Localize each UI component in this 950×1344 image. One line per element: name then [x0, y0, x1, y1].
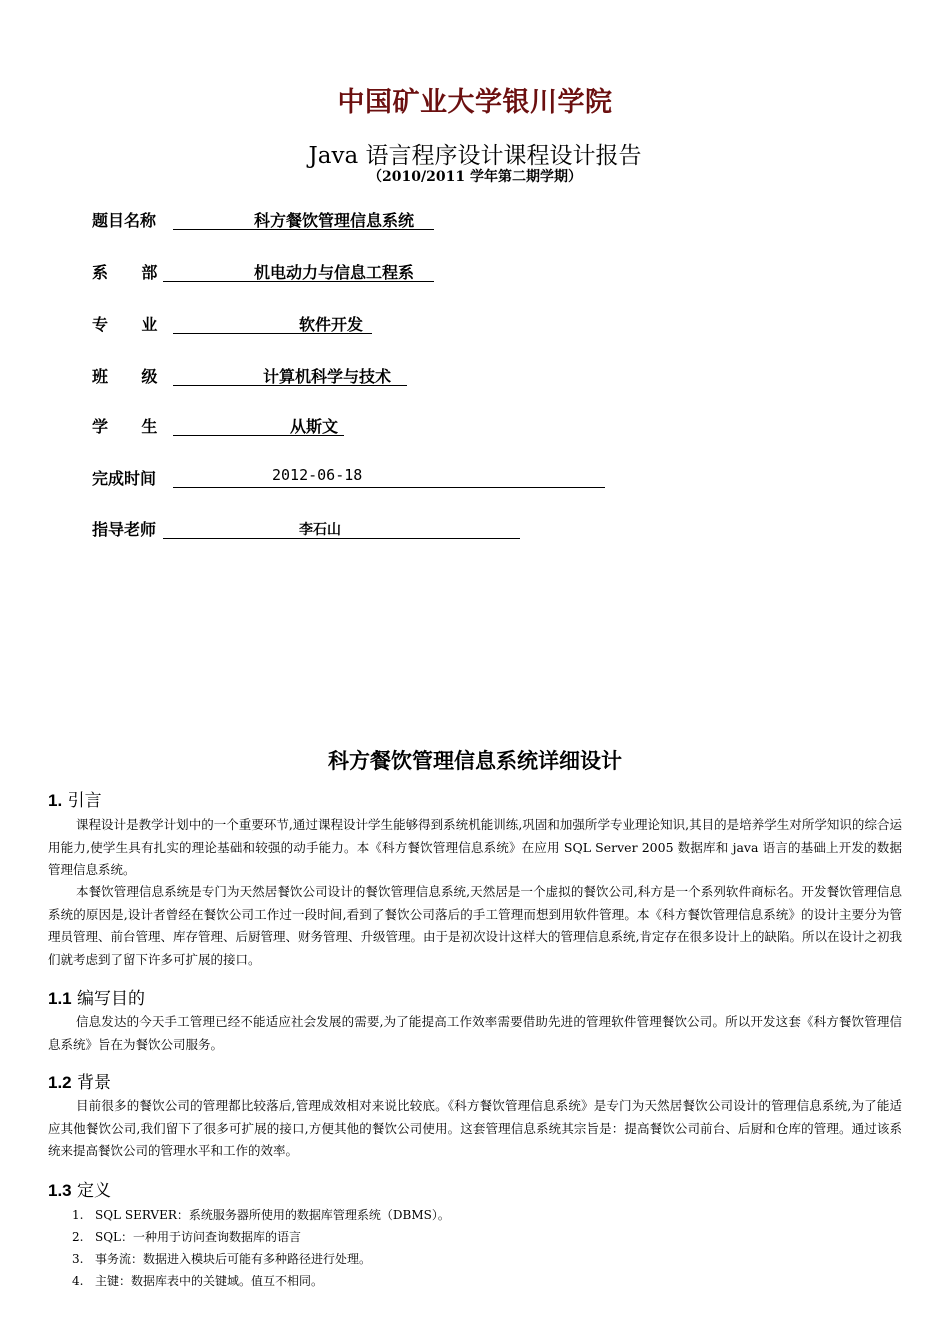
field-value: 软件开发 [299, 315, 364, 334]
field-label: 题目名称 [92, 211, 157, 230]
list-item-number: 4. [72, 1274, 84, 1288]
section-heading [48, 1068, 111, 1093]
field-value-line [173, 312, 372, 334]
field-value: 机电动力与信息工程系 [254, 263, 415, 282]
paragraph: 本餐饮管理信息系统是专门为天然居餐饮公司设计的餐饮管理信息系统,天然居是一个虚拟的餐饮公司,科方是一个系列软件商标名。开发餐饮管理信息系统的原因是,设计者曾经在餐饮公司工作过一段时间,看到了餐饮公司落后的手工管理而想到用软件管理。本《科方餐饮管理信息系统》的设计主要分为管理员管理、前台管理、库存管理、后厨管理、财务管理、升级管理。由于是初次设计这样大的管理信息系统,肯定存在很多设计上的缺陷。所以在设计之初我们就考虑到了留下许多可扩展的接口。 [48, 884, 902, 967]
section-number: 1.1 [48, 989, 72, 1008]
field-value-line [173, 364, 407, 386]
list-item [72, 1273, 323, 1289]
section-number: 1.2 [48, 1073, 72, 1092]
section-title: 背景 [77, 1073, 112, 1093]
section-number: 1. [48, 791, 63, 810]
section-heading [48, 1176, 111, 1201]
field-value-line [163, 260, 434, 282]
university-name: 中国矿业大学银川学院 [337, 87, 613, 118]
list-item-text: SQL：一种用于访问查询数据库的语言 [95, 1230, 302, 1244]
section-title: 定义 [77, 1181, 112, 1201]
list-item-number: 1. [72, 1208, 84, 1222]
field-value: 从斯文 [290, 417, 339, 436]
list-item [72, 1251, 371, 1267]
field-label: 完成时间 [92, 469, 157, 488]
design-title: 科方餐饮管理信息系统详细设计 [328, 748, 622, 773]
section-title: 引言 [67, 791, 102, 811]
paragraph: 目前很多的餐饮公司的管理都比较落后,管理成效相对来说比较底。《科方餐饮管理信息系统》是专门为天然居餐饮公司设计的管理信息系统,为了能适应其他餐饮公司,我们留下了很多可扩展的接口,方便其他的餐饮公司使用。这套管理信息系统其宗旨是：提高餐饮公司前台、后厨和仓库的管理。通过该系统来提高餐饮公司的管理水平和工作的效率。 [48, 1098, 902, 1158]
field-value: 科方餐饮管理信息系统 [254, 211, 415, 230]
academic-term: （2010/2011 学年第二期学期） [368, 169, 582, 185]
field-value-line [173, 414, 344, 436]
field-label: 班 级 [92, 367, 158, 386]
report-title: Java 语言程序设计课程设计报告 [308, 143, 642, 169]
list-item-text: 主键：数据库表中的关键域。值互不相同。 [95, 1274, 324, 1288]
field-value-line [163, 517, 520, 539]
field-label: 学 生 [92, 417, 158, 436]
field-value: 计算机科学与技术 [263, 367, 392, 386]
list-item-number: 2. [72, 1230, 84, 1244]
field-label: 系 部 [92, 263, 158, 282]
section-heading [48, 984, 145, 1009]
list-item [72, 1207, 450, 1223]
paragraph: 信息发达的今天手工管理已经不能适应社会发展的需要,为了能提高工作效率需要借助先进的管理软件管理餐饮公司。所以开发这套《科方餐饮管理信息系统》旨在为餐饮公司服务。 [48, 1014, 902, 1052]
field-value-line [173, 466, 605, 488]
field-value: 李石山 [299, 522, 341, 538]
list-item-text: 事务流：数据进入模块后可能有多种路径进行处理。 [95, 1252, 372, 1266]
field-label: 指导老师 [92, 520, 157, 539]
list-item [72, 1229, 301, 1245]
section-title: 编写目的 [77, 989, 146, 1009]
paragraph: 课程设计是教学计划中的一个重要环节,通过课程设计学生能够得到系统机能训练,巩固和加强所学专业理论知识,其目的是培养学生对所学知识的综合运用能力,使学生具有扎实的理论基础和较强的动手能力。本《科方餐饮管理信息系统》在应用 SQL Server 2005 数据库和 java 语言的基础上开发的数据管理信息系统。 [48, 817, 902, 877]
list-item-text: SQL SERVER：系统服务器所使用的数据库管理系统（DBMS）。 [95, 1208, 450, 1222]
section-number: 1.3 [48, 1181, 72, 1200]
field-value: 2012-06-18 [272, 466, 363, 484]
list-item-number: 3. [72, 1252, 84, 1266]
field-label: 专 业 [92, 315, 158, 334]
field-value-line [173, 208, 434, 230]
section-heading [48, 786, 102, 811]
